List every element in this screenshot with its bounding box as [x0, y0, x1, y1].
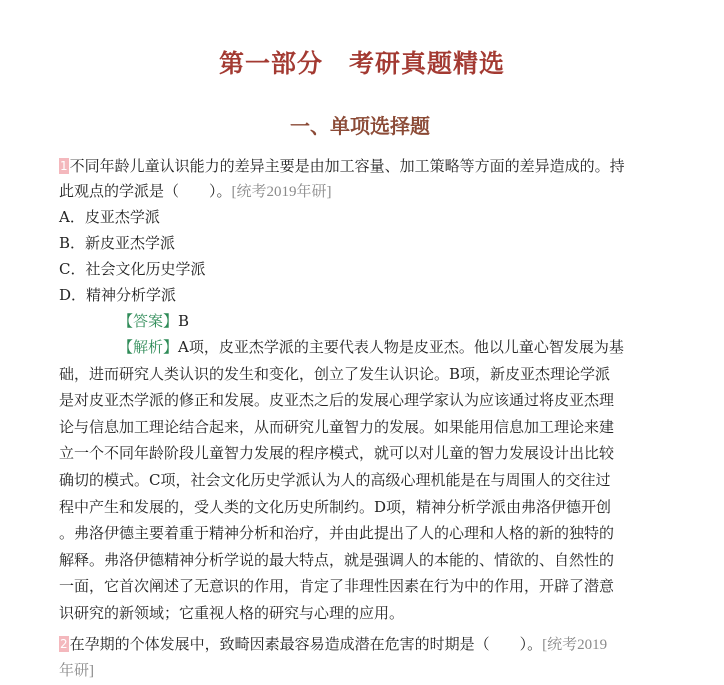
explanation-line: 立一个不同年龄阶段儿童智力发展的程序模式，就可以对儿童的智力发展设计出比较 [59, 444, 615, 463]
explanation-line: 程中产生和发展的，受人类的文化历史所制约。D项，精神分析学派由弗洛伊德开创 [59, 497, 612, 516]
answer-value: B [178, 312, 190, 330]
explanation-line: 础，进而研究人类认识的发生和变化，创立了发生认识论。B项，新皮亚杰理论学派 [59, 364, 611, 383]
explanation-line: 解释。弗洛伊德精神分析学说的最大特点，就是强调人的本能的、情欲的、自然性的 [59, 550, 615, 569]
question-1-stem-line2: 此观点的学派是（ ）。 [59, 182, 232, 200]
question-1-stem-line1: 不同年龄儿童认识能力的差异主要是由加工容量、加工策略等方面的差异造成的。持 [69, 157, 625, 175]
option-b: B．新皮亚杰学派 [59, 234, 176, 252]
explanation-line: 确切的模式。C项，社会文化历史学派认为人的高级心理机能是在与周围人的交往过 [59, 470, 611, 489]
question-2-source-part1: [统考2019 [542, 637, 608, 653]
answer-line [118, 309, 189, 334]
question-1-stem [59, 154, 665, 205]
explanation-line: 。弗洛伊德主要着重于精神分析和治疗，并由此提出了人的心理和人格的新的独特的 [59, 524, 615, 543]
option-d: D．精神分析学派 [59, 286, 177, 304]
question-2-source-part2: 年研] [59, 663, 94, 679]
explanation-line-text: A项，皮亚杰学派的主要代表人物是皮亚杰。他以儿童心智发展为基 [178, 338, 624, 356]
part-title: 第一部分 考研真题精选 [218, 49, 505, 78]
explanation [59, 334, 665, 627]
explanation-line [59, 334, 665, 361]
answer-tag: 【答案】 [118, 312, 179, 330]
explanation-line: 一面，它首次阐述了无意识的作用，肯定了非理性因素在行为中的作用，开辟了潜意 [59, 577, 615, 596]
question-number-badge: 1 [60, 159, 68, 173]
question-1-source: [统考2019年研] [231, 184, 332, 200]
explanation-line: 论与信息加工理论结合起来，从而研究儿童智力的发展。如果能用信息加工理论来建 [59, 417, 615, 436]
explanation-line: 是对皮亚杰学派的修正和发展。皮亚杰之后的发展心理学家认为应该通过将皮亚杰理 [59, 391, 615, 410]
question-number-badge: 2 [60, 637, 68, 651]
question-2-stem-line1: 在孕期的个体发展中，致畸因素最容易造成潜在危害的时期是（ ）。 [69, 635, 543, 653]
option-c: C．社会文化历史学派 [59, 260, 206, 278]
explanation-tag: 【解析】 [118, 338, 179, 356]
question-2-stem [59, 632, 665, 684]
explanation-line: 识研究的新领域；它重视人格的研究与心理的应用。 [59, 603, 405, 622]
option-a: A．皮亚杰学派 [59, 208, 160, 226]
section-title: 一、单项选择题 [290, 114, 430, 138]
